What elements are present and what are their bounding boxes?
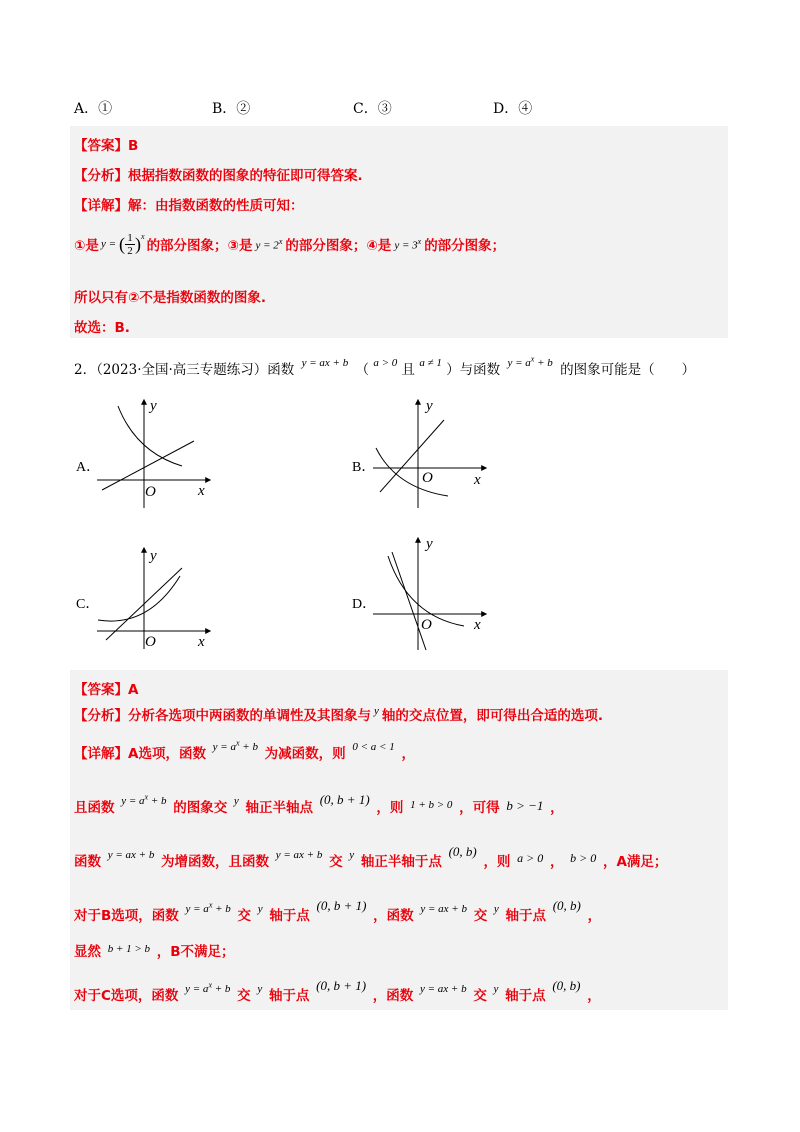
- formula-base: y = a: [121, 795, 145, 807]
- text-segment: 为减函数，则: [264, 746, 346, 762]
- y-axis-label: y: [426, 398, 433, 414]
- origin-label: O: [421, 617, 432, 633]
- q1-solution-panel: [70, 126, 728, 338]
- math-y: y: [349, 849, 355, 861]
- text-segment: 的部分图象；④是: [285, 238, 392, 254]
- math-y: y: [257, 903, 263, 915]
- q2-solution-panel: [70, 670, 728, 1010]
- formula: y = ax + b: [419, 983, 467, 995]
- text-segment: 轴于点: [505, 988, 546, 1004]
- detail-intro: 解：由指数函数的性质可知：: [128, 198, 304, 214]
- text-segment: ，函数: [373, 908, 414, 924]
- origin-label: O: [145, 634, 156, 649]
- text-segment: 函数: [74, 854, 101, 870]
- paren-open: （: [355, 362, 370, 378]
- detail-tag: 【详解】: [74, 198, 128, 214]
- text-segment: 为增函数，且函数: [161, 854, 270, 870]
- text-segment: ，则: [483, 854, 511, 870]
- linear-line: [380, 420, 444, 492]
- formula-tail: + b: [148, 795, 167, 807]
- text-segment: ，A满足；: [602, 854, 668, 870]
- formula-3-power: [394, 237, 421, 252]
- exponent: x: [141, 231, 145, 241]
- graph-b: [368, 396, 493, 511]
- text-segment: 交: [473, 988, 487, 1004]
- text-segment: 的图象交: [173, 800, 228, 816]
- condition: b + 1 > b: [107, 943, 151, 955]
- formula-base: y = a: [507, 357, 531, 369]
- formula-base: y = a: [185, 983, 209, 995]
- text-segment: 对于C选项，函数: [74, 988, 179, 1004]
- point: (0, b + 1): [316, 898, 367, 913]
- linear-line: [392, 552, 426, 650]
- formula-base: y = 2: [255, 239, 279, 252]
- formula-lhs: y =: [100, 238, 116, 250]
- text-segment: ，可得: [459, 800, 500, 816]
- answer-tag: 【答案】: [74, 682, 128, 698]
- choice-c-label: C．: [76, 597, 100, 612]
- text-segment: ，B不满足；: [156, 944, 235, 960]
- analysis-tag: 【分析】: [74, 168, 128, 184]
- exponent: x: [208, 900, 213, 910]
- fraction: [125, 232, 135, 257]
- text-segment: ，: [401, 746, 415, 762]
- condition: 0 < a < 1: [352, 741, 395, 753]
- analysis-text: 分析各选项中两函数的单调性及其图象与: [128, 708, 371, 724]
- math-y: y: [493, 983, 499, 995]
- point: (0, b): [552, 978, 581, 993]
- q2-detail-line-3: [74, 844, 668, 870]
- point: (0, b): [448, 844, 477, 859]
- text-segment: 交: [329, 854, 343, 870]
- q2-stem: [74, 354, 696, 378]
- exponent: x: [417, 236, 422, 246]
- formula-base: y = a: [212, 741, 236, 753]
- choice-d-label: D．: [352, 597, 377, 612]
- math-y: y: [374, 705, 379, 717]
- exponential-curve: [118, 406, 182, 466]
- graph-d: [368, 534, 493, 652]
- choice-b-label: B．: [352, 460, 376, 475]
- q2-detail-line-5: [74, 940, 235, 960]
- x-axis-label: x: [474, 472, 481, 488]
- formula: y = ax + b: [275, 849, 323, 861]
- text-segment: 轴正半轴点: [245, 800, 314, 816]
- text-segment: 交: [473, 908, 488, 924]
- condition: b > −1: [506, 798, 544, 813]
- text-segment: 交: [237, 908, 252, 924]
- q2-detail-line-1: [74, 738, 415, 762]
- math-y: y: [233, 795, 239, 807]
- exponential-curve: [388, 556, 464, 626]
- paren-right: ): [135, 233, 141, 254]
- text-segment: 的部分图象；③是: [146, 238, 253, 254]
- formula-linear: y = ax + b: [301, 357, 349, 369]
- text-segment: 轴于点: [268, 988, 310, 1004]
- formula-base: y = 3: [394, 239, 418, 252]
- math-y: y: [493, 903, 499, 915]
- q1-analysis-line: [74, 164, 363, 184]
- exponential-curve: [376, 448, 448, 496]
- exponent: x: [530, 354, 535, 364]
- q2-answer-line: [74, 678, 138, 698]
- exponent: x: [235, 738, 240, 748]
- question-tail: 的图象可能是（ ）: [560, 362, 696, 378]
- origin-label: O: [145, 484, 156, 500]
- answer-value: A: [128, 682, 139, 698]
- option-b: B．②: [212, 101, 251, 117]
- x-axis-label: x: [198, 634, 205, 649]
- y-axis-label: y: [150, 548, 157, 564]
- q2-detail-line-6: [74, 978, 601, 1004]
- q2-detail-line-2: [74, 792, 564, 816]
- choice-a-label: A．: [76, 460, 101, 475]
- text-segment: 交: [237, 988, 251, 1004]
- formula-tail: + b: [212, 983, 231, 995]
- formula-exponential: [507, 354, 553, 369]
- q1-detail-line: [74, 194, 304, 214]
- q2-analysis-line: [74, 704, 603, 724]
- x-axis-label: x: [198, 483, 205, 499]
- conjunction: 且: [401, 362, 416, 378]
- question-number: 2．: [74, 362, 97, 378]
- graph-a: [92, 396, 217, 511]
- analysis-text: 轴的交点位置，即可得出合适的选项.: [381, 708, 604, 724]
- condition: b > 0: [570, 851, 597, 865]
- text-segment: 且函数: [74, 800, 115, 816]
- text-segment: ①是: [74, 238, 99, 254]
- text-segment: 轴于点: [505, 908, 546, 924]
- option-a: A．①: [74, 101, 113, 117]
- formula-2-power: [256, 237, 283, 252]
- text-segment: ，则: [376, 800, 404, 816]
- formula: [185, 980, 231, 995]
- q1-detail-formulas: [74, 224, 505, 264]
- text-segment: ，: [587, 908, 602, 924]
- paren-close: ）与函数: [446, 362, 501, 378]
- formula: [121, 792, 167, 807]
- text-segment: ，函数: [372, 988, 414, 1004]
- exponent: x: [144, 792, 149, 802]
- formula-tail: + b: [239, 741, 258, 753]
- formula-base: y = a: [185, 903, 209, 915]
- question-source: （2023·全国·高三专题练习）函数: [96, 362, 295, 378]
- text-segment: 显然: [74, 944, 101, 960]
- text-segment: ，: [587, 988, 601, 1004]
- text-segment: 轴正半轴于点: [360, 854, 442, 870]
- formula: y = ax + b: [420, 903, 467, 915]
- exponential-curve: [98, 576, 180, 621]
- math-y: y: [257, 983, 263, 995]
- text-segment: 对于B选项，函数: [74, 908, 179, 924]
- formula-half-power: [101, 232, 145, 257]
- detail-tag: 【详解】: [74, 746, 128, 762]
- y-axis-label: y: [426, 536, 433, 552]
- q2-detail-line-4: [74, 898, 602, 924]
- option-d: D．④: [493, 101, 533, 117]
- answer-value: B: [128, 138, 139, 154]
- denominator: 2: [127, 244, 133, 257]
- formula: [212, 738, 258, 753]
- condition: 1 + b > 0: [410, 799, 453, 811]
- q1-conclusion: 所以只有②不是指数函数的图象.: [74, 290, 267, 306]
- answer-tag: 【答案】: [74, 138, 128, 154]
- origin-label: O: [422, 470, 433, 486]
- point: (0, b + 1): [319, 792, 370, 807]
- text-segment: A选项，函数: [128, 746, 206, 762]
- formula-tail: + b: [212, 903, 231, 915]
- numerator: 1: [127, 231, 133, 244]
- point: (0, b + 1): [316, 978, 367, 993]
- condition-a-positive: a > 0: [373, 357, 398, 369]
- option-c: C．③: [353, 101, 392, 117]
- q1-choice: 故选：B.: [74, 320, 130, 336]
- paren-left: (: [119, 233, 125, 254]
- previous-question-options: [74, 98, 734, 120]
- analysis-text: 根据指数函数的图象的特征即可得答案.: [128, 168, 363, 184]
- formula: [185, 900, 231, 915]
- formula: y = ax + b: [107, 849, 155, 861]
- exponent: x: [278, 236, 283, 246]
- point: (0, b): [552, 898, 581, 913]
- x-axis-label: x: [474, 617, 481, 633]
- text-segment: 轴于点: [269, 908, 310, 924]
- analysis-tag: 【分析】: [74, 708, 128, 724]
- y-axis-label: y: [150, 398, 157, 414]
- graph-c: [92, 534, 217, 649]
- condition: a > 0: [517, 851, 544, 865]
- condition-a-not-one: a ≠ 1: [419, 357, 442, 369]
- formula-tail: + b: [534, 357, 553, 369]
- text-segment: ，: [549, 854, 564, 870]
- text-segment: 的部分图象；: [424, 238, 506, 254]
- text-segment: ，: [550, 800, 564, 816]
- exponent: x: [208, 980, 212, 990]
- q1-answer-line: [74, 134, 138, 154]
